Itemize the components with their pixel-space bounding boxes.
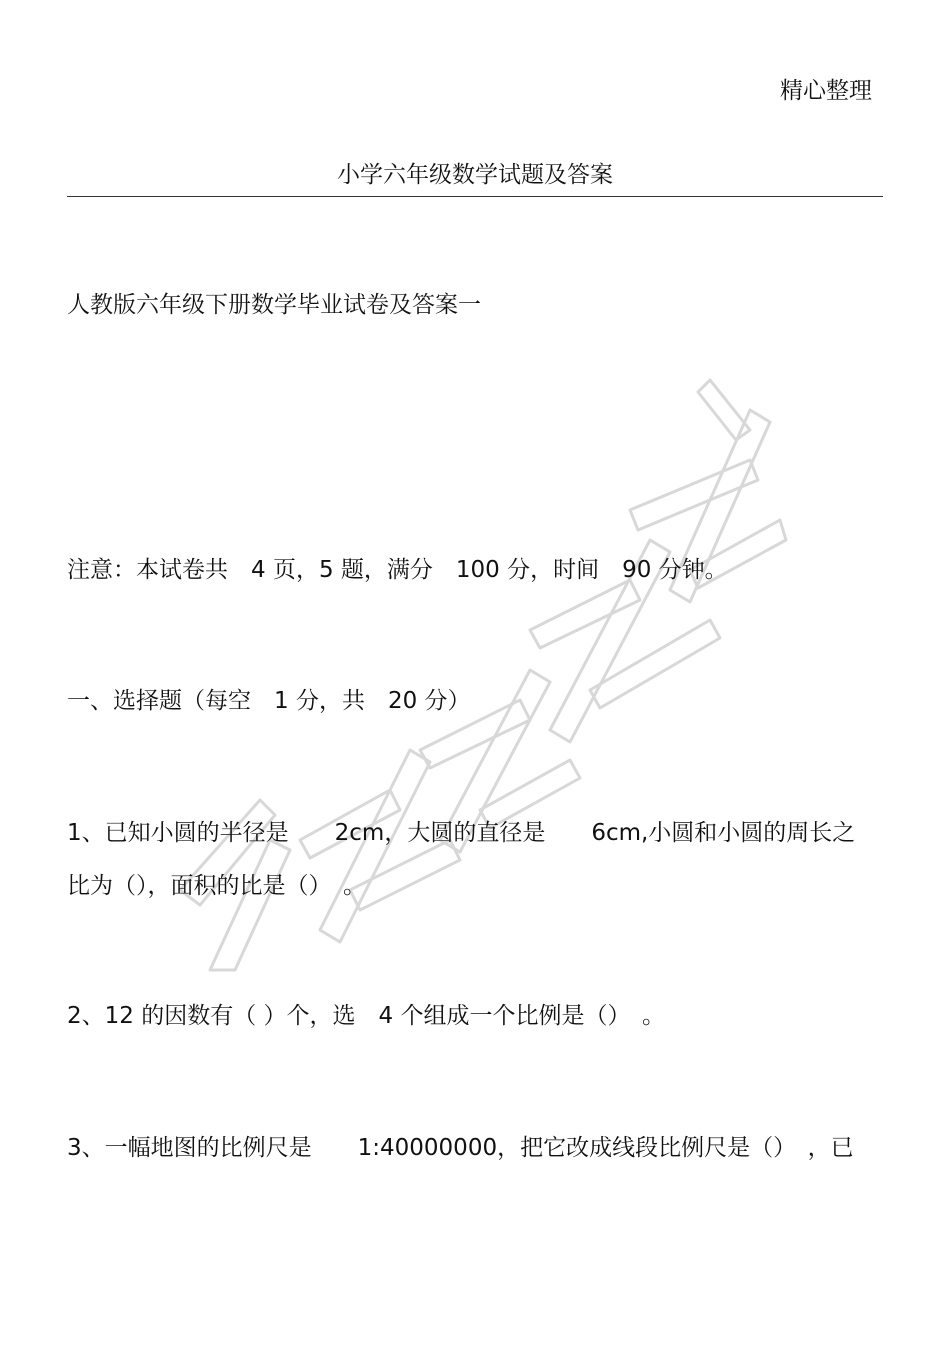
exam-subtitle: 人教版六年级下册数学毕业试卷及答案一 (67, 292, 481, 318)
header-tag: 精心整理 (780, 78, 872, 104)
question-3-line-1: 3、一幅地图的比例尺是 1:40000000，把它改成线段比例尺是（） ，已 (67, 1135, 854, 1161)
page-title: 小学六年级数学试题及答案 (337, 162, 613, 188)
title-divider (67, 196, 883, 197)
question-1-line-1: 1、已知小圆的半径是 2cm，大圆的直径是 6cm,小圆和小圆的周长之 (67, 820, 856, 846)
section-heading: 一、选择题（每空 1 分，共 20 分） (67, 688, 471, 714)
question-1-line-2: 比为（），面积的比是（） 。 (67, 873, 366, 899)
exam-notice: 注意：本试卷共 4 页，5 题，满分 100 分，时间 90 分钟。 (67, 557, 728, 583)
question-2: 2、12 的因数有（ ）个，选 4 个组成一个比例是（） 。 (67, 1003, 665, 1029)
